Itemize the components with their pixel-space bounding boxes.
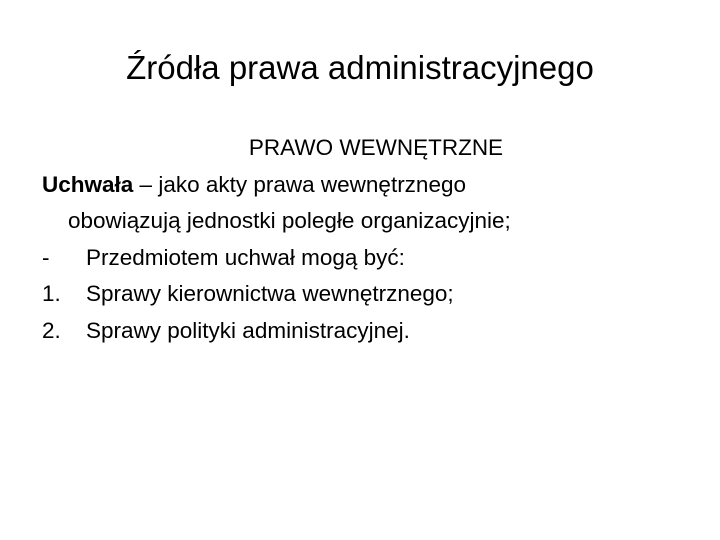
- list-item-text: Przedmiotem uchwał mogą być:: [86, 244, 405, 270]
- list-marker: -: [42, 244, 50, 270]
- list-item: [42, 240, 702, 277]
- definition-dash: –: [133, 171, 159, 197]
- definition-text-line1: jako akty prawa wewnętrznego: [158, 171, 466, 197]
- list-item-text: Sprawy kierownictwa wewnętrznego;: [86, 281, 454, 306]
- list-item: [42, 313, 702, 350]
- section-heading: PRAWO WEWNĘTRZNE: [248, 135, 504, 160]
- slide-body: [42, 130, 702, 349]
- definition-term: Uchwała: [42, 171, 134, 197]
- list-marker: 2.: [42, 317, 61, 343]
- slide-title: Źródła prawa administracyjnego: [126, 49, 594, 86]
- list-marker: 1.: [42, 281, 61, 306]
- list-item-text: Sprawy polityki administracyjnej.: [86, 317, 410, 343]
- definition-paragraph: [42, 167, 702, 240]
- list-item: [42, 276, 702, 313]
- definition-text-line2: obowiązują jednostki poległe organizacyjnie;: [68, 208, 511, 233]
